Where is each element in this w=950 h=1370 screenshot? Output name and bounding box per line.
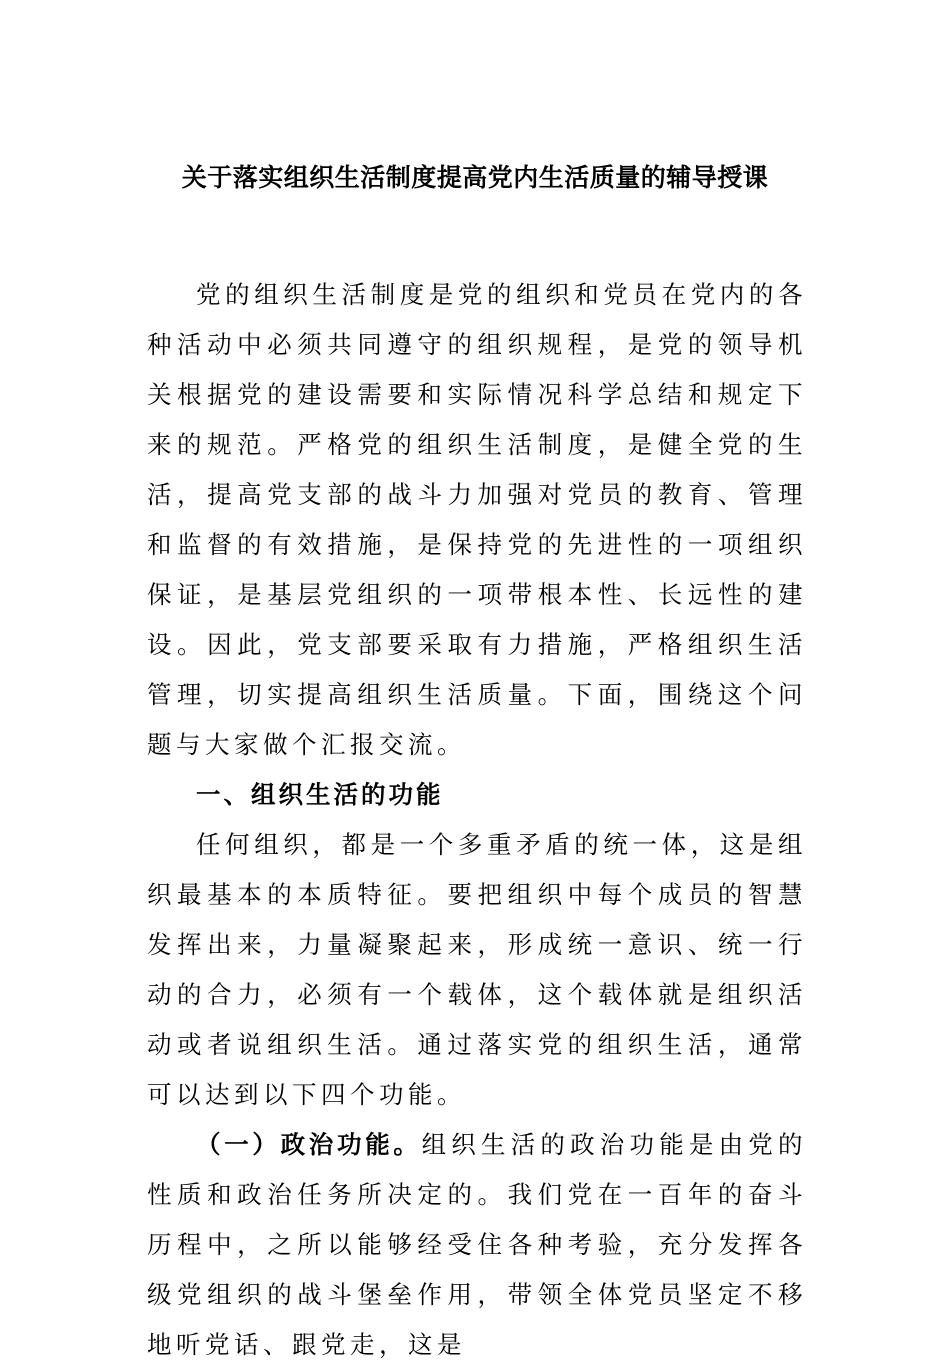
section-paragraph: 任何组织，都是一个多重矛盾的统一体，这是组织最基本的本质特征。要把组织中每个成员的智慧发挥出来，力量凝聚起来，形成统一意识、统一行动的合力，必须有一个载体，这个载体就是组织活动或者说组织生活。通过落实党的组织生活，通常可以达到以下四个功能。 (147, 830, 807, 1109)
section-heading: 一、组织生活的功能 (196, 780, 444, 809)
document-title: 关于落实组织生活制度提高党内生活质量的辅导授课 (181, 163, 769, 192)
subsection-lead: （一）政治功能。 (196, 1130, 422, 1159)
intro-paragraph: 党的组织生活制度是党的组织和党员在党内的各种活动中必须共同遵守的组织规程，是党的领导机关根据党的建设需要和实际情况科学总结和规定下来的规范。严格党的组织生活制度，是健全党的生活，提高党支部的战斗力加强对党员的教育、管理和监督的有效措施，是保持党的先进性的一项组织保证，是基层党组织的一项带根本性、长远性的建设。因此，党支部要采取有力措施，严格组织生活管理，切实提高组织生活质量。下面，围绕这个问题与大家做个汇报交流。 (147, 280, 807, 759)
document-body (147, 270, 807, 1370)
subsection-text: 组织生活的政治功能是由党的性质和政治任务所决定的。我们党在一百年的奋斗历程中，之所以能够经受住各种考验，充分发挥各级党组织的战斗堡垒作用，带领全体党员坚定不移地听党话、跟党走，这是 (147, 1130, 808, 1359)
subsection-paragraph (147, 1120, 807, 1370)
